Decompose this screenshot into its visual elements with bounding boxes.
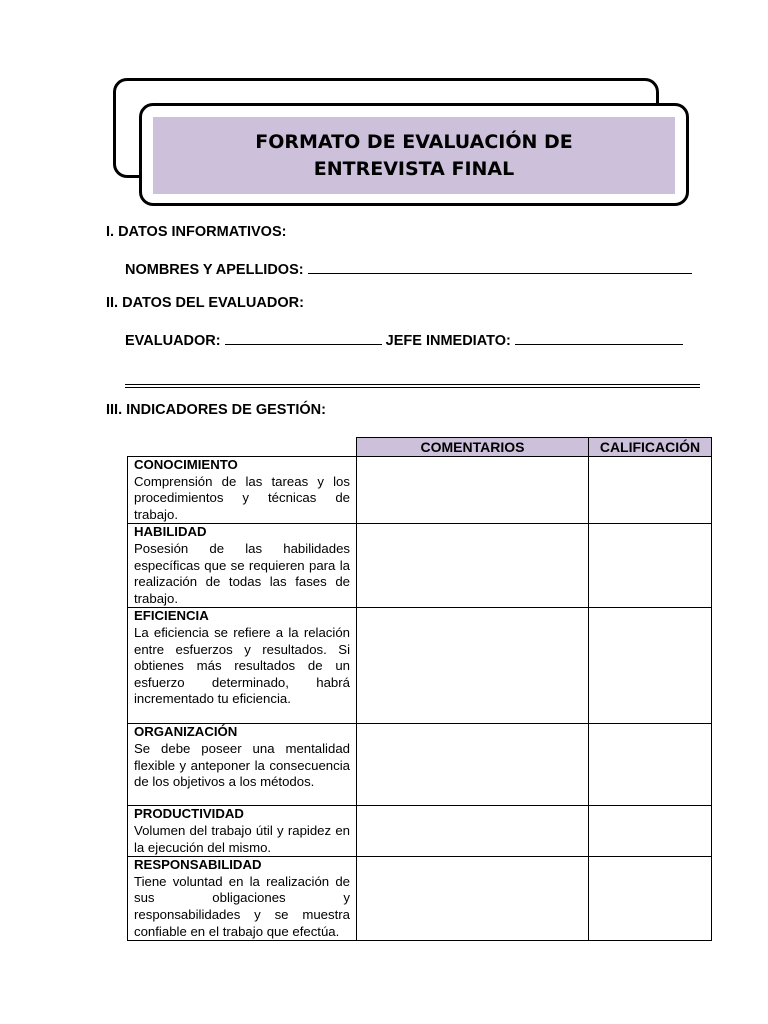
indicator-cell [128,806,357,857]
indicator-cell [128,608,357,724]
evaluator-label: EVALUADOR: [125,333,221,349]
indicator-name: PRODUCTIVIDAD [134,806,244,822]
rating-cell[interactable] [589,524,712,608]
indicator-text [128,524,356,607]
rating-cell[interactable] [589,724,712,806]
table-corner [128,438,357,457]
indicators-table [127,437,712,941]
indicator-description: Posesión de las habilidades específicas que se requieren para la realización de todas las fases de trabajo. [134,540,350,606]
indicator-text [128,724,356,790]
boss-field[interactable] [515,331,683,345]
comments-cell[interactable] [357,524,589,608]
section-1-heading: I. DATOS INFORMATIVOS: [106,224,287,240]
indicator-name: HABILIDAD [134,524,207,540]
divider-rule-top [125,384,700,385]
table-row [128,857,712,941]
indicator-name: EFICIENCIA [134,608,209,624]
indicator-cell [128,857,357,941]
indicator-text [128,806,356,856]
section-3-heading: III. INDICADORES DE GESTIÓN: [106,402,326,418]
indicator-description: La eficiencia se refiere a la relación entre esfuerzos y resultados. Si obtienes más resultados de un esfuerzo determinado, habrá incrementado tu eficiencia. [134,624,350,707]
indicator-description: Comprensión de las tareas y los procedimientos y técnicas de trabajo. [134,473,350,522]
comments-cell[interactable] [357,857,589,941]
document-title [153,117,675,194]
table-row [128,457,712,524]
indicator-text [128,457,356,523]
title-line-2: ENTREVISTA FINAL [313,157,515,180]
evaluator-field[interactable] [225,331,382,345]
boss-label: JEFE INMEDIATO: [385,333,511,349]
title-line-1: FORMATO DE EVALUACIÓN DE [255,130,573,153]
rating-cell[interactable] [589,457,712,524]
rating-cell[interactable] [589,857,712,941]
indicator-cell [128,457,357,524]
indicator-cell [128,724,357,806]
indicator-name: CONOCIMIENTO [134,457,238,472]
indicator-text [128,608,356,708]
rating-cell[interactable] [589,806,712,857]
names-field[interactable] [308,260,692,274]
comments-cell[interactable] [357,724,589,806]
indicator-name: ORGANIZACIÓN [134,724,238,740]
indicator-name: RESPONSABILIDAD [134,857,262,873]
table-row [128,524,712,608]
table-row [128,724,712,806]
section-2-heading: II. DATOS DEL EVALUADOR: [106,295,304,311]
indicator-description: Volumen del trabajo útil y rapidez en la ejecución del mismo. [134,822,350,855]
table-row [128,806,712,857]
names-row [125,260,692,278]
indicator-description: Se debe poseer una mentalidad flexible y anteponer la consecuencia de los objetivos a los métodos. [134,740,350,790]
comments-cell[interactable] [357,457,589,524]
indicator-cell [128,524,357,608]
names-label: NOMBRES Y APELLIDOS: [125,262,304,278]
comments-cell[interactable] [357,608,589,724]
divider-rule-bottom [125,387,700,388]
comments-cell[interactable] [357,806,589,857]
indicator-text [128,857,356,940]
comments-header: COMENTARIOS [357,438,589,457]
rating-cell[interactable] [589,608,712,724]
evaluator-row [125,331,683,349]
indicator-description: Tiene voluntad en la realización de sus obligaciones y responsabilidades y se muestra confiable en el trabajo que efectúa. [134,873,350,939]
table-row [128,608,712,724]
rating-header: CALIFICACIÓN [589,438,712,457]
